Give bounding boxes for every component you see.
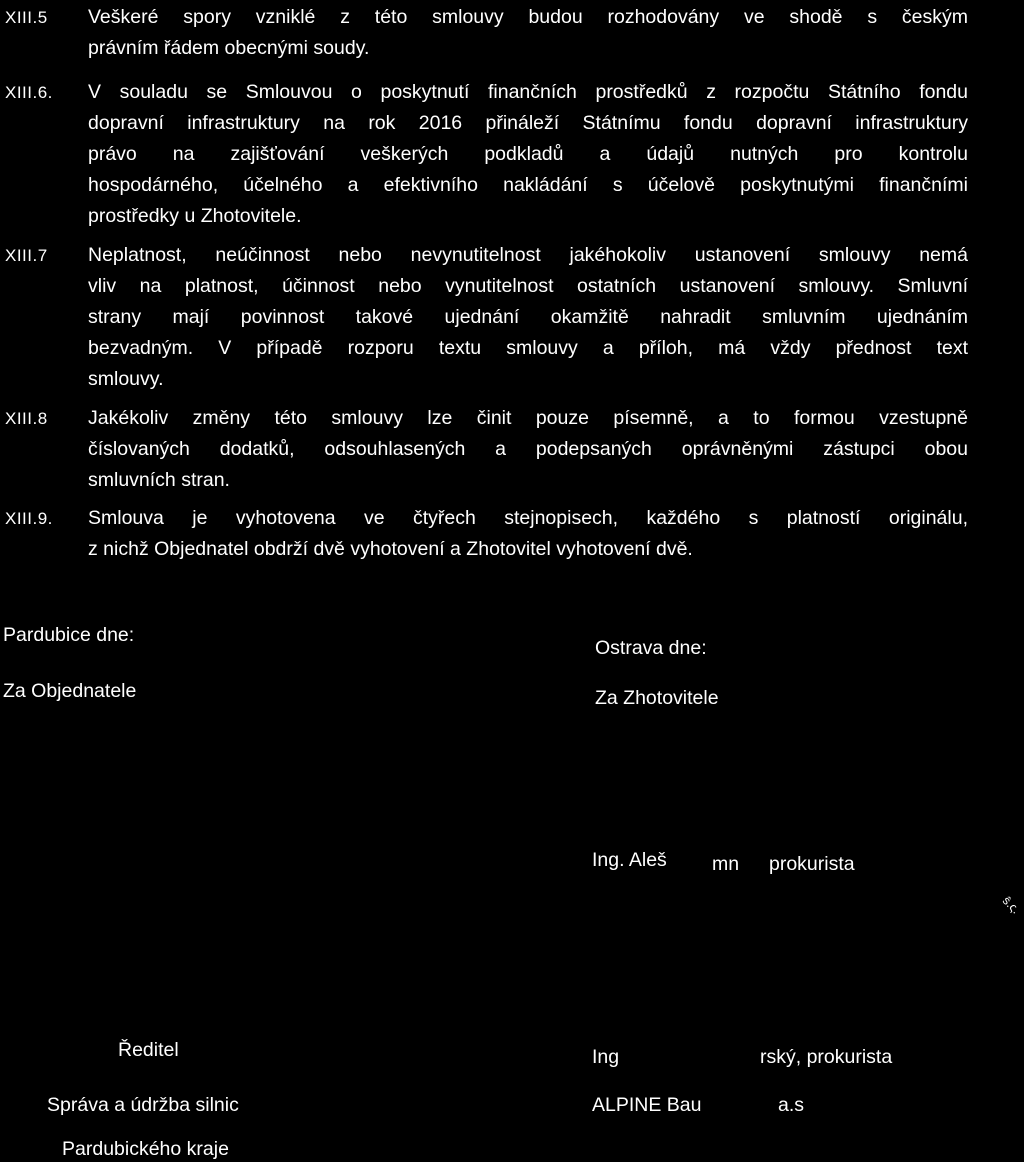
clause-number: XIII.8	[5, 409, 48, 428]
text-line: bezvadným. V případě rozporu textu smlouvy a příloh, má vždy přednost text	[88, 337, 968, 359]
clause-number: XIII.9.	[5, 509, 53, 528]
left-on-behalf: Za Objednatele	[3, 680, 137, 702]
right-signatory1-part-a: Ing. Aleš	[592, 849, 667, 871]
left-place-date: Pardubice dne:	[3, 624, 135, 646]
text-line: číslovaných dodatků, odsouhlasených a podepsaných oprávněnými zástupci obou	[88, 438, 968, 460]
clause-number: XIII.6.	[5, 83, 53, 102]
right-on-behalf: Za Zhotovitele	[595, 687, 719, 709]
text-line: hospodárného, účelného a efektivního nakládání s účelově poskytnutými finančními	[88, 174, 968, 196]
clause-text	[88, 240, 968, 395]
stray-mark: ŝ.ς.	[999, 893, 1023, 917]
text-line: strany mají povinnost takové ujednání okamžitě nahradit smluvním ujednáním	[88, 306, 968, 328]
text-line: Jakékoliv změny této smlouvy lze činit pouze písemně, a to formou vzestupně	[88, 407, 968, 429]
text-line: prostředky u Zhotovitele.	[88, 205, 302, 227]
right-signatory1-part-b: mn	[712, 853, 740, 875]
text-line: Smlouva je vyhotovena ve čtyřech stejnopisech, každého s platností originálu,	[88, 507, 968, 529]
text-line: vliv na platnost, účinnost nebo vynutitelnost ostatních ustanovení smlouvy. Smluvní	[88, 275, 968, 297]
left-organization-line1: Správa a údržba silnic	[47, 1094, 239, 1116]
text-line: smluvních stran.	[88, 469, 230, 491]
right-signatory2-part-a: Ing	[592, 1046, 620, 1068]
right-signatory1-part-c: prokurista	[769, 853, 855, 875]
clause-number: XIII.7	[5, 246, 48, 265]
clause-text	[88, 77, 968, 232]
text-line: z nichž Objednatel obdrží dvě vyhotovení a Zhotovitel vyhotovení dvě.	[88, 538, 693, 560]
clause-text	[88, 503, 968, 565]
text-line: smlouvy.	[88, 368, 164, 390]
text-line: právním řádem obecnými soudy.	[88, 37, 370, 59]
right-company-part-a: ALPINE Bau	[592, 1094, 702, 1116]
text-line: V souladu se Smlouvou o poskytnutí finančních prostředků z rozpočtu Státního fondu	[88, 81, 968, 103]
clause-text	[88, 2, 968, 64]
left-signatory-title: Ředitel	[118, 1039, 179, 1061]
text-line: Veškeré spory vzniklé z této smlouvy budou rozhodovány ve shodě s českým	[88, 6, 968, 28]
right-company-part-b: a.s	[778, 1094, 805, 1116]
clause-number: XIII.5	[5, 8, 48, 27]
text-line: dopravní infrastruktury na rok 2016 přináleží Státnímu fondu dopravní infrastruktury	[88, 112, 968, 134]
clause-text	[88, 403, 968, 496]
right-place-date: Ostrava dne:	[595, 637, 707, 659]
left-organization-line2: Pardubického kraje	[62, 1138, 229, 1160]
text-line: právo na zajišťování veškerých podkladů a údajů nutných pro kontrolu	[88, 143, 968, 165]
right-signatory2-part-b: rský, prokurista	[760, 1046, 893, 1068]
text-line: Neplatnost, neúčinnost nebo nevynutitelnost jakéhokoliv ustanovení smlouvy nemá	[88, 244, 968, 266]
